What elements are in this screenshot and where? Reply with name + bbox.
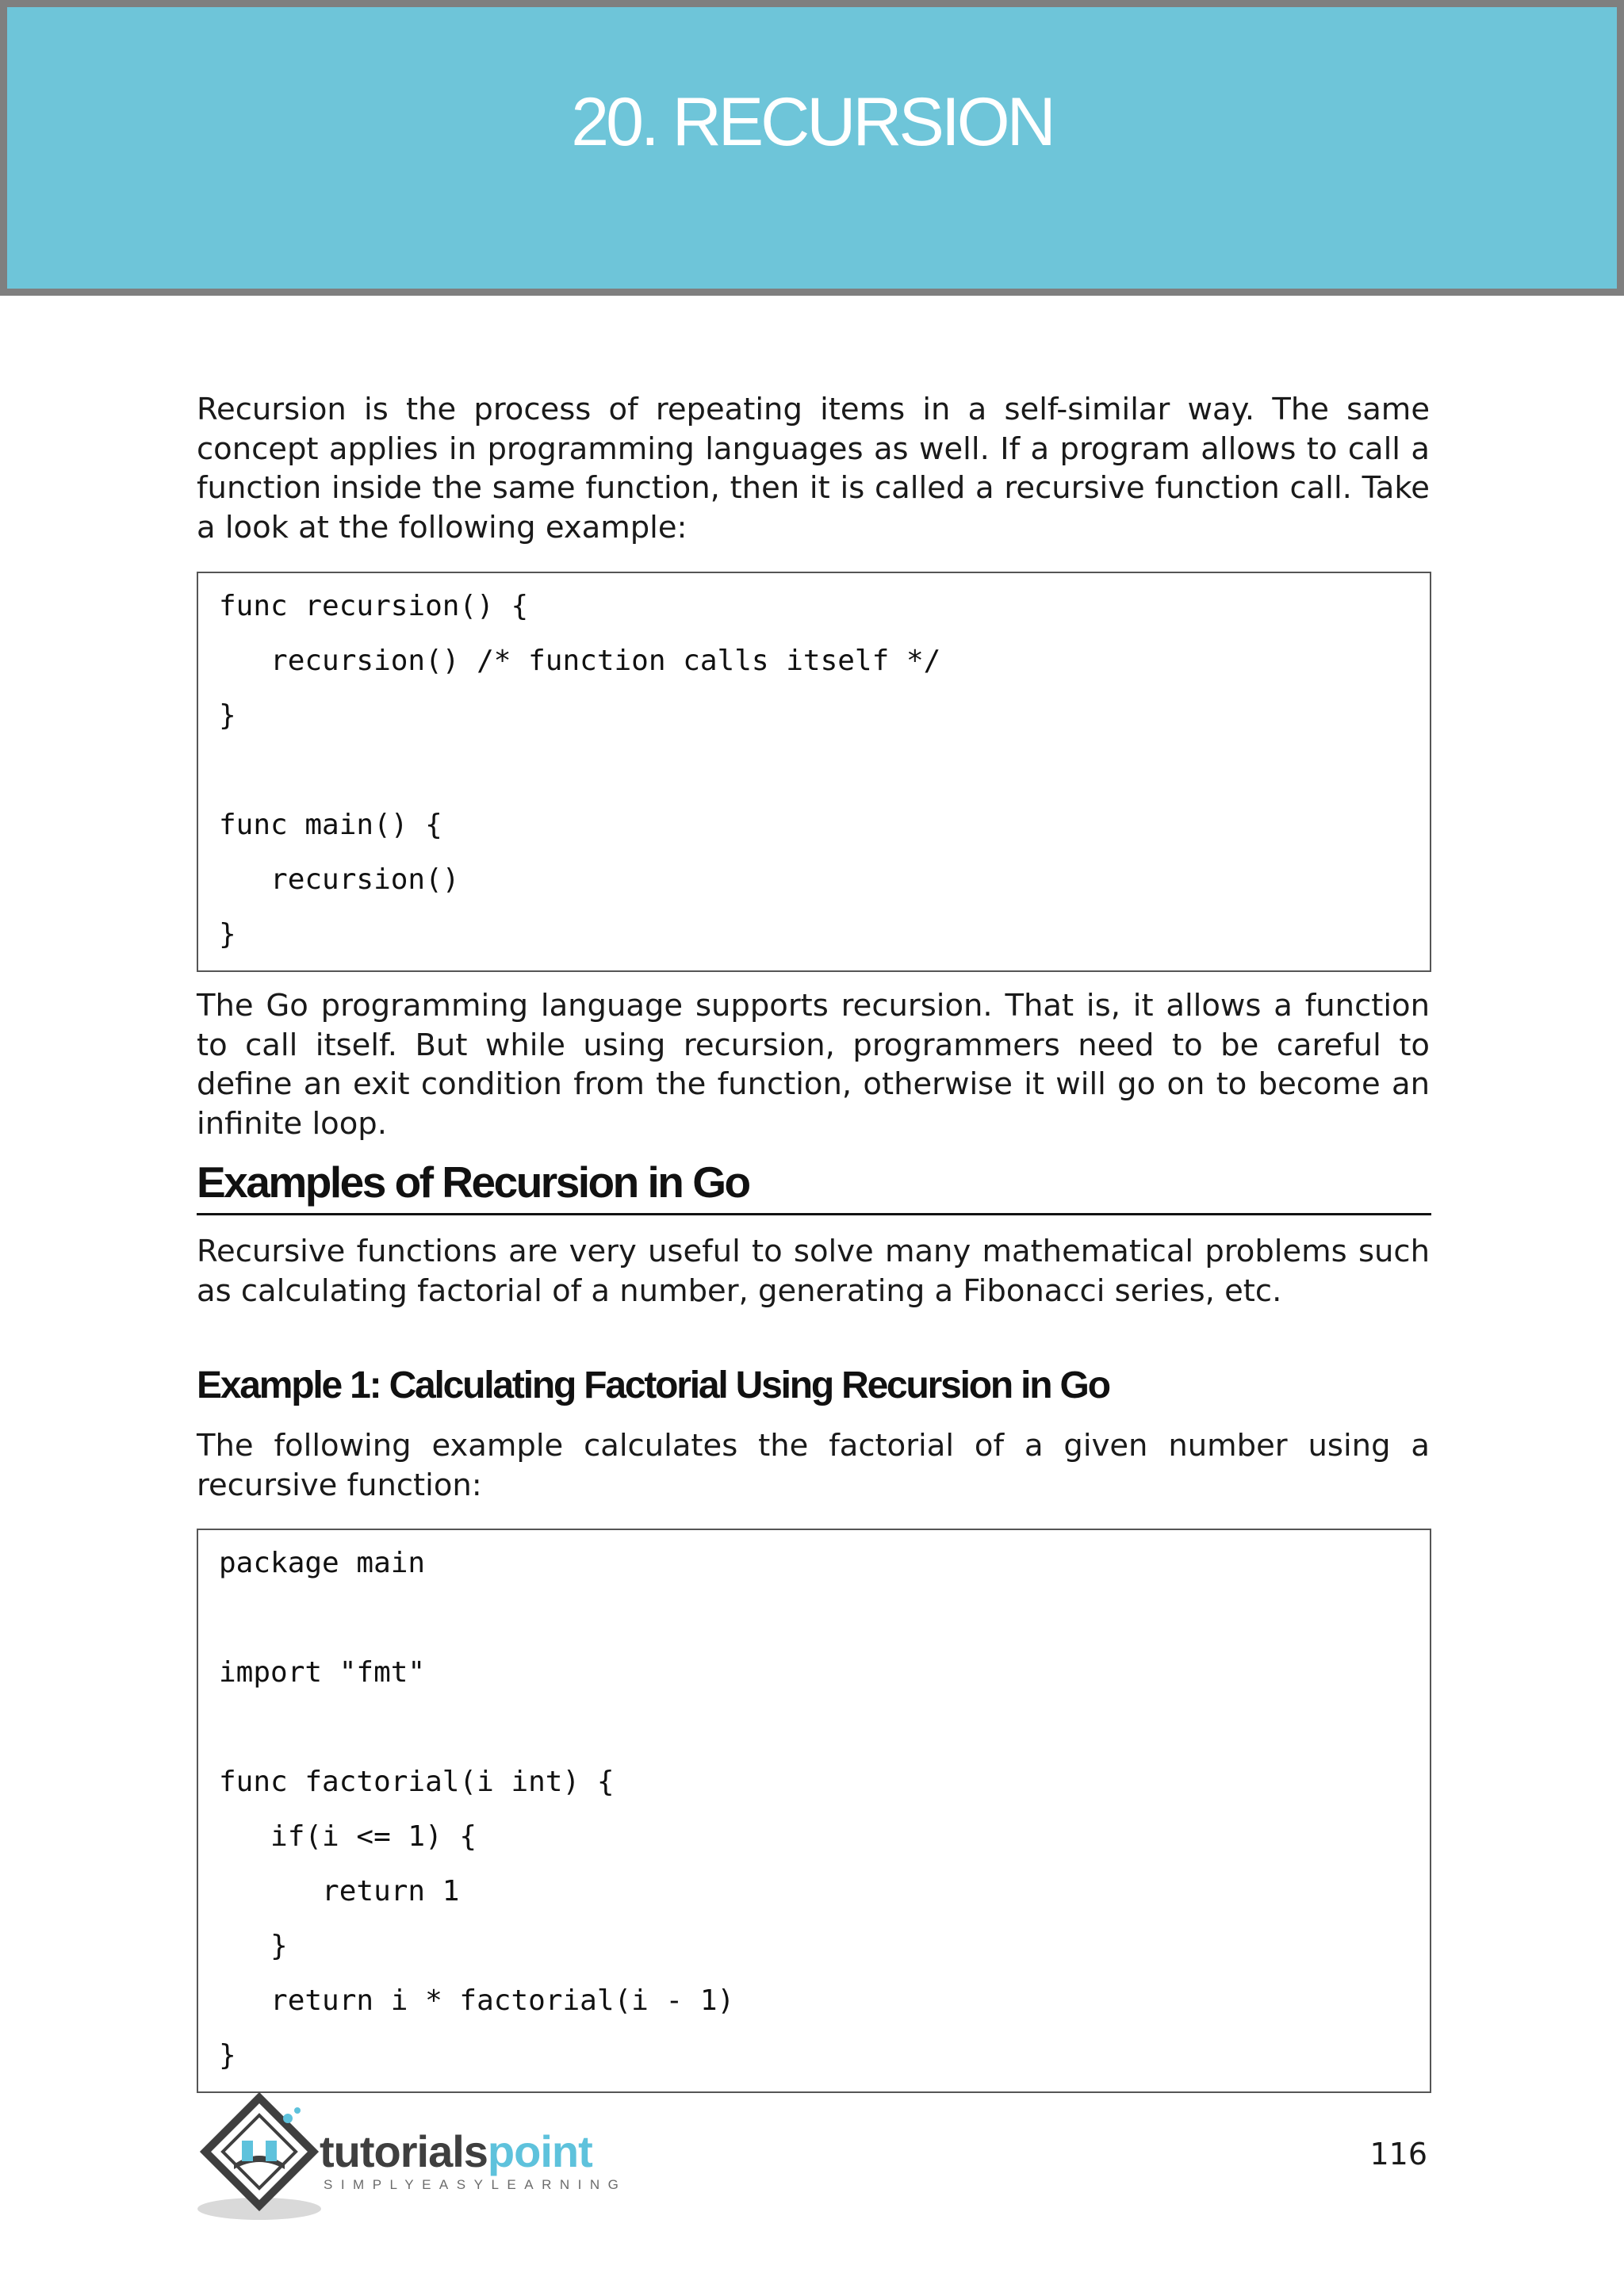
code-line: return 1 [219,1875,460,1908]
code-line: } [219,1930,288,1962]
section-heading: Examples of Recursion in Go [197,1158,1431,1215]
paragraph-recursion-support: The Go programming language supports recursion. That is, it allows a function to call itself. But while using recursion, programmers need to be careful to define an exit condition from the function, otherwise it will go on to become an infinite loop. [197,988,1430,1142]
code-line: } [219,918,236,951]
chapter-title: 20. RECURSION [571,84,1053,160]
chapter-banner [0,0,1624,296]
intro-paragraph: Recursion is the process of repeating items in a self-similar way. The same concept applies in programming languages as well. If a program allows to call a function inside the same function, then it is called a recursive function call. Take a look at the following example: [197,392,1430,545]
logo-emblem-icon [194,2091,321,2226]
code-line: } [219,699,236,732]
section-paragraph: Recursive functions are very useful to solve many mathematical problems such as calculating factorial of a number, generating a Fibonacci series, etc. [197,1234,1430,1309]
code-line: package main [219,1547,426,1579]
code-line: func main() { [219,809,442,841]
page-number: 116 [1369,2137,1427,2172]
example-paragraph: The following example calculates the factorial of a given number using a recursive function: [197,1428,1430,1503]
code-line: } [219,2039,236,2072]
code-line: recursion() /* function calls itself */ [219,645,941,677]
logo-wordmark: tutorialspoint [320,2126,592,2176]
code-line: if(i <= 1) { [219,1820,477,1853]
code-line: import "fmt" [219,1656,426,1689]
code-line: recursion() [219,863,460,896]
code-block-recursion [197,572,1431,972]
code-line: func recursion() { [219,590,529,622]
code-line: return i * factorial(i - 1) [219,1984,735,2017]
example-heading: Example 1: Calculating Factorial Using Recursion in Go [197,1364,1109,1406]
logo-tagline: SIMPLYEASYLEARNING [324,2177,627,2192]
code-block-factorial [197,1529,1431,2093]
tutorialspoint-logo[interactable] [194,2091,638,2226]
code-line: func factorial(i int) { [219,1766,615,1798]
